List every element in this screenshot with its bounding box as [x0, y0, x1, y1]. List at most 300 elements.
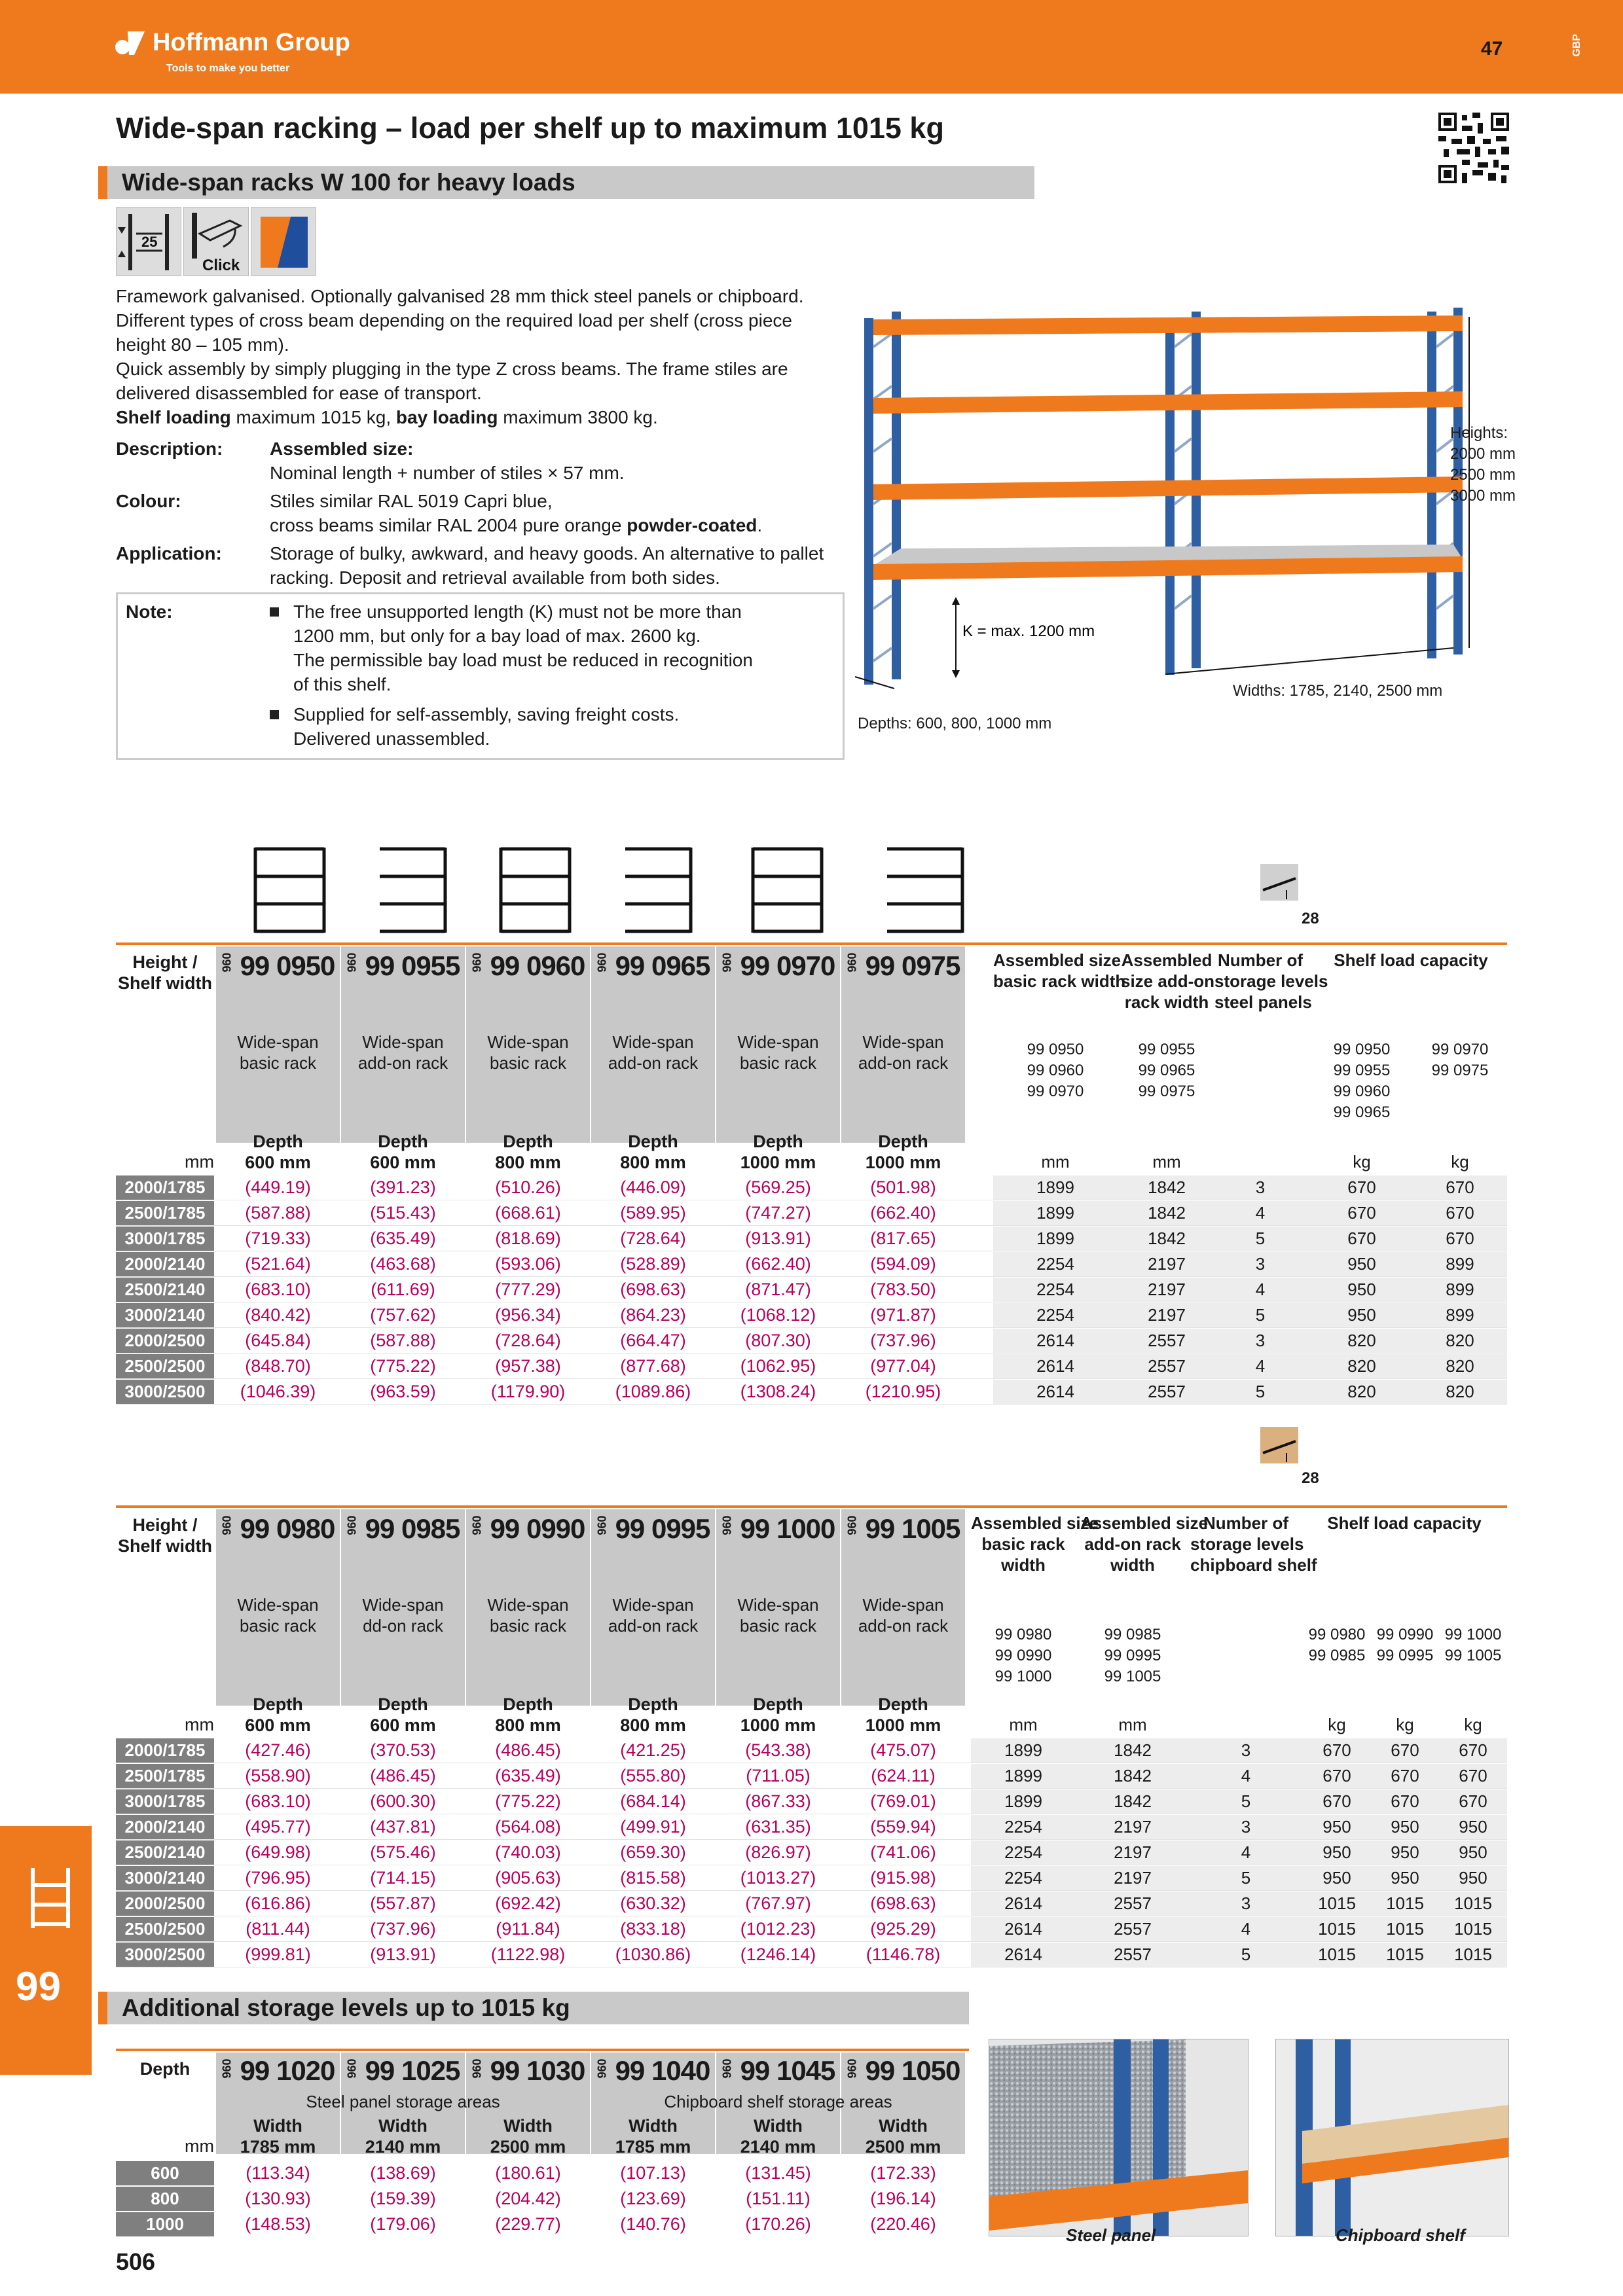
depth-label: Depth — [253, 1695, 303, 1714]
addon-width: 1842 — [1114, 1740, 1152, 1760]
row-size-label: 2500/1785 — [116, 1201, 214, 1225]
basic-ref: 99 0950 — [1027, 1041, 1084, 1058]
rack-type: Wide-span — [362, 1595, 444, 1615]
price-cell: (180.61) — [495, 2163, 561, 2183]
price-cell: (631.35) — [745, 1817, 811, 1837]
price-cell: (151.11) — [746, 2189, 811, 2208]
price-cell: (668.61) — [495, 1203, 561, 1223]
depth-value: 1000 mm — [865, 1153, 941, 1172]
price-cell: (905.63) — [495, 1868, 561, 1888]
load-capacity: 950 — [1322, 1842, 1351, 1862]
load-capacity: 1015 — [1318, 1945, 1356, 1964]
steel-panel-caption: Steel panel — [1066, 2225, 1156, 2245]
unit-mm: mm — [1009, 1715, 1038, 1734]
rack-type: Wide-span — [237, 1032, 319, 1052]
load-capacity: 670 — [1446, 1203, 1474, 1223]
addon-width: 2197 — [1148, 1305, 1186, 1325]
storage-levels: 3 — [1241, 1893, 1251, 1913]
load-capacity: 950 — [1322, 1868, 1351, 1888]
chipboard-swatch — [1260, 1427, 1298, 1463]
col-head-levels: Number of — [1203, 1513, 1288, 1533]
height-value: 3000 mm — [1450, 487, 1516, 505]
width-label: Width — [879, 2116, 928, 2136]
article-number: 99 0980 — [240, 1513, 335, 1544]
addon-width: 2197 — [1114, 1842, 1152, 1862]
region-code: GBP — [1571, 34, 1582, 57]
price-cell: (848.70) — [245, 1356, 311, 1376]
load-capacity: 670 — [1322, 1766, 1351, 1785]
height-value: 2000 mm — [1450, 445, 1516, 463]
load-capacity: 899 — [1446, 1305, 1474, 1325]
price-cell: (624.11) — [871, 1766, 936, 1785]
rack-type: Wide-span — [612, 1032, 694, 1052]
row-size-label: 3000/2500 — [116, 1943, 214, 1967]
addon-rack-thumb — [380, 848, 445, 933]
basic-width: 2254 — [1004, 1842, 1042, 1862]
row-size-label: 3000/1785 — [116, 1227, 214, 1251]
rack-type: add-on rack — [858, 1053, 949, 1073]
addon-width: 1842 — [1148, 1229, 1186, 1248]
article-prefix: 960 — [845, 952, 859, 973]
col-head-levels: storage levels — [1190, 1534, 1304, 1554]
price-cell: (783.50) — [870, 1280, 936, 1299]
powder-coated-text: powder-coated — [627, 515, 757, 535]
unit-kg: kg — [1353, 1152, 1371, 1172]
depth-label: Depth — [503, 1132, 553, 1151]
basic-width: 1899 — [1036, 1203, 1074, 1223]
depth-label: Depth — [628, 1695, 678, 1714]
basic-width: 2254 — [1036, 1305, 1074, 1325]
load-capacity: 1015 — [1386, 1893, 1424, 1913]
article-prefix: 960 — [470, 2058, 484, 2079]
price-cell: (1210.95) — [865, 1382, 941, 1401]
price-cell: (594.09) — [870, 1254, 936, 1274]
price-cell: (575.46) — [370, 1842, 436, 1862]
brand-mark-icon — [115, 30, 146, 56]
storage-levels: 5 — [1255, 1305, 1266, 1325]
addon-width: 2557 — [1148, 1356, 1186, 1376]
article-number: 99 1050 — [865, 2055, 960, 2086]
price-cell: (971.87) — [870, 1305, 936, 1325]
depth-label: Depth — [503, 1695, 553, 1714]
price-cell: (913.91) — [370, 1945, 436, 1964]
price-cell: (1030.86) — [615, 1945, 691, 1964]
price-cell: (698.63) — [620, 1280, 686, 1299]
steel-panel-icon — [1260, 864, 1298, 901]
addon-width: 2197 — [1148, 1254, 1186, 1274]
load-capacity: 950 — [1459, 1842, 1487, 1862]
application-label: Application: — [116, 543, 222, 564]
assembled-size-label: Assembled size: — [270, 439, 414, 459]
price-cell: (840.42) — [245, 1305, 311, 1325]
price-cell: (1179.90) — [490, 1382, 566, 1401]
price-cell: (957.38) — [495, 1356, 561, 1376]
rack-type: basic rack — [489, 1616, 567, 1636]
price-cell: (543.38) — [745, 1740, 811, 1760]
article-number: 99 1045 — [740, 2055, 835, 2086]
price-cell: (684.14) — [620, 1791, 686, 1811]
price-cell: (867.33) — [745, 1791, 811, 1811]
basic-width: 2254 — [1036, 1254, 1074, 1274]
article-prefix: 960 — [720, 2058, 734, 2079]
colour-line-2 — [270, 513, 762, 537]
load-capacity: 950 — [1347, 1305, 1376, 1325]
load-capacity: 670 — [1347, 1229, 1376, 1248]
col-head-basic: width — [1001, 1555, 1046, 1575]
application-line-1: Storage of bulky, awkward, and heavy goods. An alternative to pallet — [270, 543, 824, 564]
row-size-label: 2500/2140 — [116, 1278, 214, 1302]
table1-top-rule — [116, 942, 1507, 945]
storage-levels: 4 — [1255, 1280, 1266, 1299]
basic-ref: 99 0980 — [994, 1626, 1052, 1643]
width-value: 1785 mm — [615, 2137, 691, 2157]
depth-label: Depth — [753, 1132, 803, 1151]
load-capacity: 950 — [1391, 1817, 1419, 1837]
basic-width: 2614 — [1036, 1356, 1074, 1376]
col-head-basic: Assembled size — [993, 950, 1122, 970]
rack-type: Wide-span — [487, 1595, 569, 1615]
price-cell: (179.06) — [370, 2214, 436, 2234]
load-capacity: 1015 — [1454, 1893, 1492, 1913]
price-cell: (564.08) — [495, 1817, 561, 1837]
price-cell: (692.42) — [495, 1893, 561, 1913]
width-value: 2500 mm — [865, 2137, 941, 2157]
article-number: 99 0955 — [365, 950, 460, 981]
row-size-label: 2000/1785 — [116, 1175, 214, 1200]
qr-code-icon[interactable] — [1438, 113, 1509, 183]
price-cell: (719.33) — [245, 1229, 311, 1248]
price-cell: (777.29) — [495, 1280, 561, 1299]
article-prefix: 960 — [595, 2058, 609, 2079]
rack-type: basic rack — [739, 1053, 817, 1073]
price-cell: (728.64) — [495, 1331, 561, 1350]
addon-width: 1842 — [1114, 1766, 1152, 1785]
col-head-addon: size add-on — [1121, 971, 1215, 991]
steel-panel-thickness: 28 — [1302, 910, 1319, 927]
row-head: Shelf width — [118, 1536, 212, 1556]
k-dimension-label: K = max. 1200 mm — [962, 622, 1095, 640]
price-cell: (159.39) — [370, 2189, 436, 2208]
depth-label: Depth — [753, 1695, 803, 1714]
basic-ref: 99 0990 — [994, 1647, 1052, 1664]
addon-width: 2197 — [1114, 1868, 1152, 1888]
height-value: 2500 mm — [1450, 466, 1516, 484]
article-number: 99 0970 — [740, 950, 835, 981]
price-cell: (775.22) — [495, 1791, 561, 1811]
shelf-loading-label: Shelf loading — [116, 407, 231, 427]
row-depth-label: 1000 — [116, 2212, 214, 2236]
unit-mm: mm — [185, 2136, 214, 2156]
load-capacity: 1015 — [1454, 1919, 1492, 1939]
load-capacity: 670 — [1459, 1791, 1487, 1811]
article-prefix: 960 — [345, 2058, 359, 2079]
intro-line: delivered disassembled for ease of transport. — [116, 383, 482, 403]
pitch-icon-box — [116, 207, 181, 276]
article-prefix: 960 — [845, 2058, 859, 2079]
rack-type: Wide-span — [612, 1595, 694, 1615]
price-cell: (1062.95) — [740, 1356, 816, 1376]
click-mount-icon — [184, 207, 248, 276]
depth-label: Depth — [378, 1695, 428, 1714]
load-capacity: 670 — [1391, 1791, 1419, 1811]
price-cell: (911.84) — [496, 1919, 560, 1939]
price-cell: (864.23) — [620, 1305, 686, 1325]
article-prefix: 960 — [720, 952, 734, 973]
price-cell: (370.53) — [370, 1740, 436, 1760]
row-size-label: 3000/2140 — [116, 1303, 214, 1327]
rack-type: basic rack — [239, 1053, 317, 1073]
article-number: 99 1030 — [490, 2055, 585, 2086]
article-number: 99 0995 — [615, 1513, 710, 1544]
depth-value: 600 mm — [370, 1715, 436, 1735]
load-capacity: 1015 — [1318, 1893, 1356, 1913]
article-number: 99 1040 — [615, 2055, 710, 2086]
chapter-number: 99 — [16, 1964, 61, 2009]
unit-mm: mm — [185, 1152, 214, 1172]
price-cell: (421.25) — [620, 1740, 686, 1760]
storage-levels: 5 — [1255, 1382, 1266, 1401]
basic-width: 2254 — [1004, 1817, 1042, 1837]
price-cell: (1012.23) — [740, 1919, 816, 1939]
price-cell: (635.49) — [370, 1229, 436, 1248]
table3-top-rule — [116, 2049, 969, 2051]
group-steel: Steel panel storage areas — [306, 2092, 500, 2111]
unit-kg: kg — [1451, 1152, 1469, 1172]
price-cell: (515.43) — [370, 1203, 436, 1223]
price-cell: (915.98) — [870, 1868, 936, 1888]
unit-mm: mm — [1152, 1152, 1181, 1172]
row-size-label: 2000/2500 — [116, 1329, 214, 1353]
price-cell: (664.47) — [620, 1331, 686, 1350]
price-cell: (913.91) — [745, 1229, 811, 1248]
click-label: Click — [202, 257, 240, 274]
depth-label: Depth — [253, 1132, 303, 1151]
basic-ref: 99 1000 — [994, 1668, 1052, 1685]
unit-mm: mm — [1118, 1715, 1147, 1734]
rack-thumbnails — [249, 841, 976, 936]
addon-width: 2557 — [1148, 1382, 1186, 1401]
price-cell: (741.06) — [870, 1842, 936, 1862]
intro-line: Quick assembly by simply plugging in the type Z cross beams. The frame stiles are — [116, 359, 788, 379]
price-cell: (811.44) — [246, 1919, 310, 1939]
price-cell: (728.64) — [620, 1229, 686, 1248]
article-prefix: 960 — [345, 1515, 359, 1535]
price-cell: (833.18) — [620, 1919, 686, 1939]
article-number: 99 0960 — [490, 950, 585, 981]
unit-mm: mm — [1041, 1152, 1070, 1172]
bullet-icon — [270, 710, 279, 719]
price-cell: (796.95) — [245, 1868, 311, 1888]
price-cell: (737.96) — [870, 1331, 936, 1350]
col-head-addon: add-on rack — [1084, 1534, 1181, 1554]
price-cell: (486.45) — [495, 1740, 561, 1760]
load-capacity: 820 — [1347, 1356, 1376, 1376]
intro-text — [116, 284, 849, 429]
colour-swatch-icon — [251, 207, 316, 276]
article-number: 99 0990 — [490, 1513, 585, 1544]
steel-panel-photo — [989, 2039, 1249, 2236]
addon-width: 1842 — [1148, 1203, 1186, 1223]
col-head-load: Shelf load capacity — [1334, 950, 1488, 970]
col-head-basic: basic rack — [981, 1534, 1065, 1554]
price-cell: (662.40) — [745, 1254, 811, 1274]
chipboard-caption: Chipboard shelf — [1336, 2225, 1465, 2245]
bullet-icon — [270, 607, 279, 617]
price-cell: (925.29) — [870, 1919, 936, 1939]
depth-label: Depth — [878, 1695, 928, 1714]
widths-label: Widths: 1785, 2140, 2500 mm — [1233, 682, 1443, 700]
row-size-label: 2000/1785 — [116, 1738, 214, 1763]
row-head: Shelf width — [118, 973, 212, 993]
price-cell: (220.46) — [870, 2214, 936, 2234]
row-size-label: 3000/2500 — [116, 1380, 214, 1404]
bay-loading-label: bay loading — [395, 407, 498, 427]
chipboard-icon — [1260, 1427, 1298, 1463]
load-capacity: 670 — [1347, 1177, 1376, 1197]
price-cell: (593.06) — [495, 1254, 561, 1274]
addon-width: 2557 — [1148, 1331, 1186, 1350]
load-ref: 99 0955 — [1333, 1062, 1391, 1079]
rack-type: Wide-span — [862, 1595, 944, 1615]
storage-levels: 4 — [1255, 1203, 1266, 1223]
width-value: 2500 mm — [490, 2137, 566, 2157]
load-capacity: 670 — [1322, 1791, 1351, 1811]
row-size-label: 2500/2500 — [116, 1917, 214, 1941]
storage-levels: 3 — [1255, 1331, 1266, 1350]
price-cell: (113.34) — [246, 2163, 310, 2183]
load-capacity: 820 — [1446, 1382, 1474, 1401]
price-cell: (148.53) — [245, 2214, 311, 2234]
price-cell: (427.46) — [245, 1740, 311, 1760]
row-size-label: 2500/2140 — [116, 1840, 214, 1865]
rack-type: basic rack — [489, 1053, 567, 1073]
load-capacity: 670 — [1459, 1740, 1487, 1760]
note-line: of this shelf. — [293, 674, 392, 694]
price-cell: (446.09) — [620, 1177, 686, 1197]
row-size-label: 3000/1785 — [116, 1789, 214, 1814]
section-title: Additional storage levels up to 1015 kg — [122, 1994, 570, 2021]
price-cell: (616.86) — [245, 1893, 311, 1913]
price-cell: (486.45) — [370, 1766, 436, 1785]
storage-levels: 5 — [1255, 1229, 1266, 1248]
storage-levels: 4 — [1241, 1766, 1251, 1785]
rack-type: add-on rack — [608, 1616, 699, 1636]
article-prefix: 960 — [595, 952, 609, 973]
load-capacity: 899 — [1446, 1254, 1474, 1274]
price-cell: (1146.78) — [866, 1945, 941, 1964]
brand-name: Hoffmann Group — [153, 29, 350, 56]
section-title: Wide-span racks W 100 for heavy loads — [122, 169, 575, 196]
price-cell: (587.88) — [245, 1203, 311, 1223]
rack-type: basic rack — [239, 1616, 317, 1636]
colour-icon-box — [251, 207, 316, 276]
rack-type: dd-on rack — [363, 1616, 443, 1636]
assembled-size-text: Nominal length + number of stiles × 57 mm. — [270, 463, 625, 483]
description-label: Description: — [116, 439, 223, 459]
price-cell: (818.69) — [495, 1229, 561, 1248]
addon-ref: 99 0965 — [1138, 1062, 1195, 1079]
storage-levels: 3 — [1255, 1177, 1266, 1197]
load-ref: 99 0960 — [1333, 1083, 1391, 1100]
addon-ref: 99 0995 — [1104, 1647, 1161, 1664]
basic-width: 1899 — [1004, 1766, 1042, 1785]
basic-rack-thumb — [255, 848, 324, 933]
load-capacity: 670 — [1347, 1203, 1376, 1223]
basic-width: 1899 — [1036, 1177, 1074, 1197]
load-ref: 99 0980 — [1308, 1626, 1366, 1643]
article-number: 99 1000 — [740, 1513, 835, 1544]
col-head-levels: chipboard shelf — [1190, 1555, 1317, 1575]
load-ref: 99 0975 — [1431, 1062, 1489, 1079]
article-prefix: 960 — [220, 2058, 234, 2079]
row-head: Depth — [139, 2059, 191, 2079]
basic-width: 2254 — [1036, 1280, 1074, 1299]
price-cell: (600.30) — [370, 1791, 436, 1811]
price-cell: (815.58) — [620, 1868, 686, 1888]
price-cell: (1308.24) — [740, 1382, 816, 1401]
col-head-basic: Assembled size — [971, 1513, 1099, 1533]
load-capacity: 950 — [1391, 1842, 1419, 1862]
price-cell: (956.34) — [495, 1305, 561, 1325]
row-size-label: 3000/2140 — [116, 1866, 214, 1890]
price-cell: (391.23) — [370, 1177, 436, 1197]
article-number: 99 0965 — [615, 950, 710, 981]
price-cell: (559.94) — [870, 1817, 936, 1837]
col-head-addon: Assembled size — [1080, 1513, 1209, 1533]
price-cell: (1122.98) — [490, 1945, 566, 1964]
load-capacity: 820 — [1347, 1331, 1376, 1350]
price-cell: (123.69) — [620, 2189, 686, 2208]
row-size-label: 2000/2140 — [116, 1252, 214, 1276]
load-ref: 99 0995 — [1376, 1647, 1434, 1664]
width-label: Width — [629, 2116, 678, 2136]
width-label: Width — [503, 2116, 553, 2136]
storage-levels: 4 — [1255, 1356, 1266, 1376]
unit-mm: mm — [185, 1715, 214, 1734]
addon-width: 2557 — [1114, 1893, 1152, 1913]
price-cell: (558.90) — [245, 1766, 311, 1785]
chapter-tab[interactable] — [0, 1826, 92, 2075]
width-label: Width — [378, 2116, 428, 2136]
load-capacity: 670 — [1391, 1766, 1419, 1785]
price-cell: (1068.12) — [740, 1305, 816, 1325]
rack-type: Wide-span — [862, 1032, 944, 1052]
unit-kg: kg — [1328, 1715, 1346, 1734]
price-cell: (1046.39) — [240, 1382, 316, 1401]
load-ref: 99 0965 — [1333, 1103, 1391, 1121]
addon-width: 1842 — [1114, 1791, 1152, 1811]
load-ref: 99 1000 — [1444, 1626, 1502, 1643]
price-cell: (630.32) — [620, 1893, 686, 1913]
load-capacity: 820 — [1347, 1382, 1376, 1401]
depth-value: 600 mm — [370, 1153, 436, 1172]
price-cell: (138.69) — [370, 2163, 436, 2183]
price-cell: (649.98) — [245, 1842, 311, 1862]
load-capacity: 1015 — [1318, 1919, 1356, 1939]
width-value: 2140 mm — [740, 2137, 816, 2157]
steel-panel-swatch — [1260, 864, 1298, 901]
price-cell: (977.04) — [870, 1356, 936, 1376]
colour-label: Colour: — [116, 491, 181, 511]
load-capacity: 1015 — [1386, 1919, 1424, 1939]
depth-value: 600 mm — [245, 1153, 311, 1172]
load-ref: 99 0970 — [1431, 1041, 1489, 1058]
load-capacity: 950 — [1459, 1817, 1487, 1837]
basic-width: 2614 — [1004, 1945, 1042, 1964]
basic-width: 2614 — [1036, 1382, 1074, 1401]
hole-pitch-icon — [117, 207, 181, 276]
price-cell: (747.27) — [745, 1203, 811, 1223]
